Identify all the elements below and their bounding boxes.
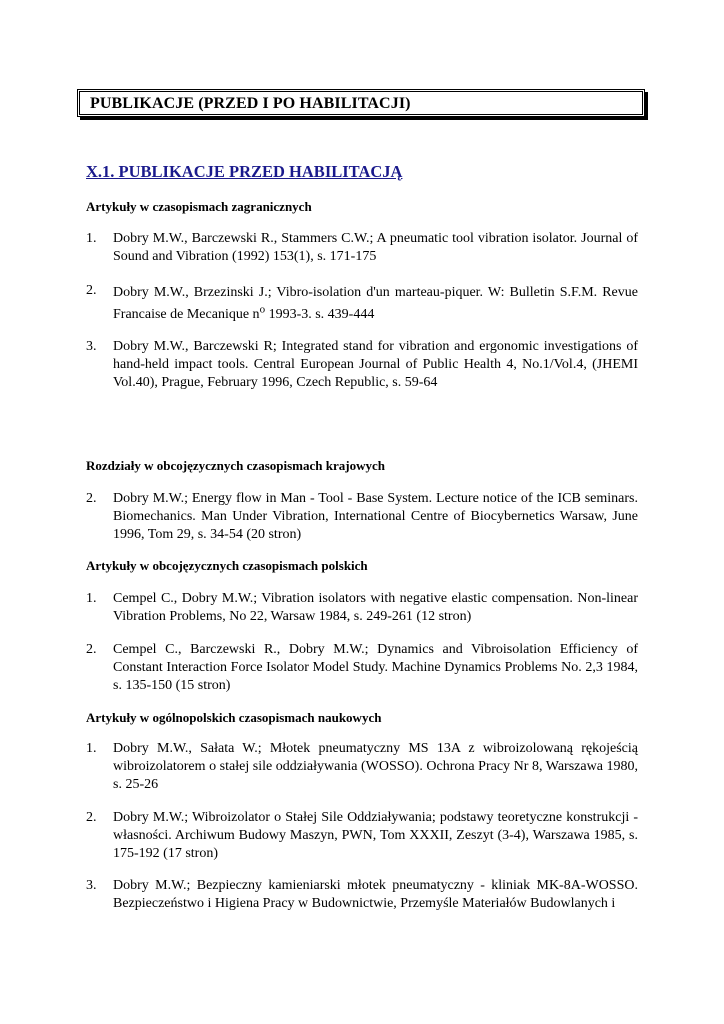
group-heading-foreign-language-domestic: Rozdziały w obcojęzycznych czasopismach krajowych [86,458,385,473]
item-text: Dobry M.W.; Wibroizolator o Stałej Sile Oddziaływania; podstawy teoretyczne konstrukcji - własności. Archiwum Budowy Maszyn, PWN, Tom XXXII, Zeszyt (3-4), Warszawa 1985, s. 175-192 (17 stron) [113,810,638,861]
item-number: 2. [86,810,97,825]
list-item [86,338,638,392]
item-text-part: Dobry M.W., Brzezinski J.; Vibro-isolation d'un marteau-piquer. W: Bulletin S.F.M. Revue Francaise de Mecanique n [113,285,638,322]
item-number: 2. [86,491,97,506]
section-title: X.1. PUBLIKACJE PRZED HABILITACJĄ [86,162,403,181]
item-number: 3. [86,339,97,354]
list-item [86,590,638,626]
list-item [86,230,638,266]
item-text: Dobry M.W.; Energy flow in Man - Tool - Base System. Lecture notice of the ICB seminars. Biomechanics. Man Under Vibration, International Centre of Biocybernetics Warsaw, June 1996, Tom 29, s. 34-54 (20 stron) [113,491,638,542]
item-text-part: 1993-3. s. 439-444 [265,307,375,322]
list-item [86,641,638,695]
page-title: PUBLIKACJE (PRZED I PO HABILITACJI) [90,95,411,112]
group-heading-foreign-journals: Artykuły w czasopismach zagranicznych [86,199,312,214]
group-heading-national-journals: Artykuły w ogólnopolskich czasopismach naukowych [86,710,382,725]
list-item [86,490,638,544]
item-number: 1. [86,231,97,246]
item-text: Dobry M.W., Sałata W.; Młotek pneumatyczny MS 13A z wibroizolowaną rękojeścią wibroizolatorem o stałej sile oddziaływania (WOSSO). Ochrona Pracy Nr 8, Warszawa 1980, s. 25-26 [113,741,638,792]
page-title-box [77,89,645,117]
item-text: Dobry M.W., Barczewski R; Integrated stand for vibration and ergonomic investigations of hand-held impact tools. Central European Journal of Public Health 4, No.1/Vol.4, (JHEMI Vol.40), Prague, February 1996, Czech Republic, s. 59-64 [113,339,638,390]
item-text: Cempel C., Dobry M.W.; Vibration isolators with negative elastic compensation. Non-linear Vibration Problems, No 22, Warsaw 1984, s. 249-261 (12 stron) [113,591,638,624]
item-number: 3. [86,878,97,893]
item-number: 2. [86,283,97,298]
list-item [86,282,638,326]
list-item [86,877,638,913]
item-number: 1. [86,741,97,756]
item-text: Dobry M.W., Barczewski R., Stammers C.W.; A pneumatic tool vibration isolator. Journal of Sound and Vibration (1992) 153(1), s. 171-175 [113,231,638,264]
item-number: 1. [86,591,97,606]
list-item [86,809,638,863]
superscript: o [259,303,266,316]
item-text [113,282,638,326]
item-number: 2. [86,642,97,657]
item-text: Cempel C., Barczewski R., Dobry M.W.; Dynamics and Vibroisolation Efficiency of Constant Interaction Force Isolator Model Study. Machine Dynamics Problems No. 2,3 1984, s. 135-150 (15 stron) [113,642,638,693]
list-item [86,740,638,794]
group-heading-foreign-language-polish: Artykuły w obcojęzycznych czasopismach polskich [86,558,368,573]
item-text: Dobry M.W.; Bezpieczny kamieniarski młotek pneumatyczny - kliniak MK-8A-WOSSO. Bezpieczeństwo i Higiena Pracy w Budownictwie, Przemyśle Materiałów Budowlanych i [113,878,638,911]
